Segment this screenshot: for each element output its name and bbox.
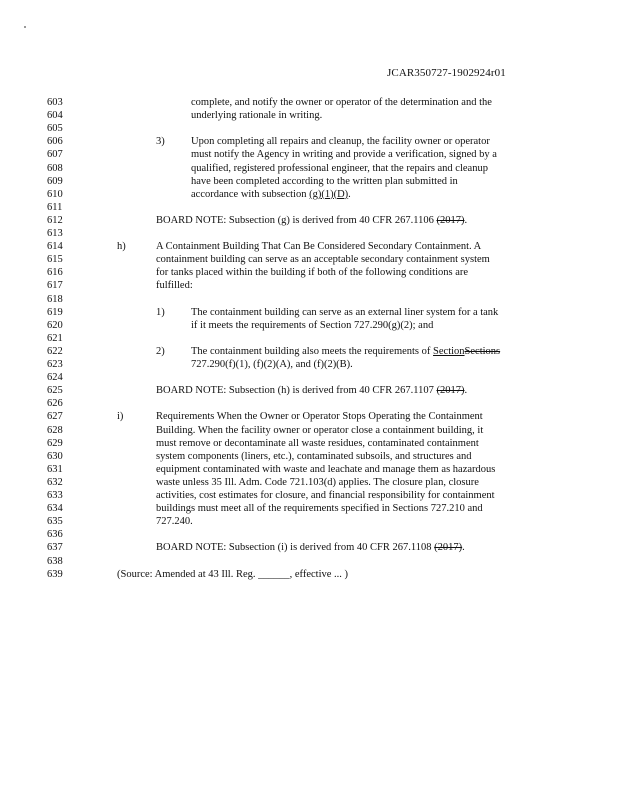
text-segment: BOARD NOTE: Subsection (g) is derived from 40 CFR 267.1106	[156, 214, 437, 226]
document-line	[0, 384, 618, 397]
text-segment: 727.240.	[156, 516, 193, 528]
document-line	[0, 175, 618, 188]
line-text	[191, 109, 322, 122]
line-number: 637	[47, 542, 63, 554]
line-number: 608	[47, 162, 63, 174]
document-line	[0, 555, 618, 568]
line-text	[156, 502, 483, 515]
line-text	[191, 96, 492, 109]
list-label: 2)	[156, 345, 165, 357]
document-line	[0, 437, 618, 450]
document-line	[0, 279, 618, 292]
document-line	[0, 515, 618, 528]
line-text	[191, 148, 497, 161]
text-segment: .	[462, 542, 465, 554]
text-segment: (Source: Amended at 43 Ill. Reg. ______, effective ... )	[117, 568, 349, 580]
line-text	[156, 410, 483, 423]
list-label: i)	[117, 411, 124, 423]
line-number: 638	[47, 555, 63, 567]
text-segment: .	[464, 385, 468, 397]
document-line	[0, 476, 618, 489]
line-text	[156, 515, 193, 528]
line-text	[191, 175, 458, 188]
inserted-text: (g)(1)(D)	[309, 188, 349, 200]
line-number: 624	[47, 372, 63, 384]
document-line	[0, 135, 618, 148]
text-segment: Upon completing all repairs and cleanup, the facility owner or operator	[191, 136, 490, 148]
line-text	[191, 306, 498, 319]
text-segment: qualified, registered professional engineer, that the repairs and cleanup	[191, 162, 488, 174]
line-text	[156, 489, 495, 502]
text-segment: A Containment Building That Can Be Considered Secondary Containment. A	[156, 241, 482, 253]
document-line	[0, 214, 618, 227]
document-line	[0, 528, 618, 541]
document-line	[0, 227, 618, 240]
text-segment: The containment building can serve as an external liner system for a tank	[191, 306, 499, 318]
line-text	[156, 253, 490, 266]
line-text	[156, 279, 193, 292]
text-segment: )(2); and	[396, 319, 434, 331]
line-text	[156, 476, 479, 489]
line-number: 616	[47, 267, 63, 279]
line-number: 625	[47, 385, 63, 397]
deleted-text: (2017)	[434, 542, 463, 554]
line-text	[156, 214, 467, 227]
line-number: 621	[47, 332, 63, 344]
document-id-header: JCAR350727-1902924r01	[387, 67, 506, 79]
document-line	[0, 96, 618, 109]
line-number: 628	[47, 424, 63, 436]
document-line	[0, 397, 618, 410]
line-number: 607	[47, 149, 63, 161]
line-number: 613	[47, 228, 63, 239]
line-number: 615	[47, 254, 63, 266]
line-number: 612	[47, 214, 63, 226]
line-text	[191, 319, 433, 332]
document-line	[0, 293, 618, 306]
scan-speck	[24, 26, 26, 28]
list-label: 3)	[156, 136, 165, 148]
document-line	[0, 450, 618, 463]
line-number: 639	[47, 568, 63, 580]
line-number: 603	[47, 97, 63, 108]
text-segment: containment building can serve as an acceptable secondary containment system	[156, 254, 490, 266]
line-text	[156, 384, 467, 397]
list-label: h)	[117, 241, 126, 253]
line-number: 635	[47, 516, 63, 528]
text-segment: 727.290(f)(1), (f)(2)(A), and (f)(2)(B).	[191, 359, 353, 370]
line-number: 606	[47, 136, 63, 148]
inserted-text: g	[391, 319, 397, 331]
line-text	[191, 135, 490, 148]
list-label: 1)	[156, 306, 165, 318]
line-number: 604	[47, 110, 63, 122]
document-line	[0, 371, 618, 384]
deleted-text: (2017)	[436, 385, 465, 397]
line-text	[191, 358, 353, 371]
document-line	[0, 188, 618, 201]
document-line	[0, 345, 618, 358]
document-line	[0, 306, 618, 319]
document-line	[0, 358, 618, 371]
text-segment: .	[464, 214, 468, 226]
text-segment: underlying rationale in writing.	[191, 110, 323, 122]
document-line	[0, 162, 618, 175]
text-segment: BOARD NOTE: Subsection (h) is derived from 40 CFR 267.1107	[156, 385, 437, 397]
document-line	[0, 201, 618, 214]
line-number: 609	[47, 175, 63, 187]
document-line	[0, 122, 618, 135]
text-segment: The containment building also meets the requirements of	[191, 345, 434, 357]
line-number: 630	[47, 450, 63, 462]
document-line	[0, 240, 618, 253]
line-number: 633	[47, 490, 63, 501]
text-segment: system components (liners, etc.), contaminated subsoils, and structures and	[156, 450, 472, 462]
line-number: 636	[47, 529, 63, 541]
line-number: 619	[47, 306, 63, 318]
document-line	[0, 319, 618, 332]
line-number: 629	[47, 437, 63, 449]
line-number: 631	[47, 463, 63, 475]
document-line	[0, 489, 618, 502]
text-segment: Requirements When the Owner or Operator Stops Operating the Containment	[156, 411, 483, 423]
line-text	[156, 424, 483, 437]
document-line	[0, 332, 618, 345]
document-line	[0, 109, 618, 122]
line-number: 634	[47, 503, 63, 515]
text-segment: activities, cost estimates for closure, and financial responsibility for containment	[156, 490, 495, 501]
line-text	[156, 437, 479, 450]
line-number: 623	[47, 359, 63, 370]
line-number: 611	[47, 201, 63, 213]
deleted-text: Sections	[464, 345, 501, 357]
document-line	[0, 502, 618, 515]
line-text	[156, 450, 472, 463]
document-line	[0, 463, 618, 476]
text-segment: must remove or decontaminate all waste residues, contaminated containment	[156, 437, 479, 449]
text-segment: .	[348, 188, 351, 200]
line-text	[117, 568, 348, 581]
text-segment: BOARD NOTE: Subsection (i) is derived from 40 CFR 267.1108	[156, 542, 435, 554]
document-line	[0, 568, 618, 581]
document-line	[0, 410, 618, 423]
line-text	[191, 188, 351, 201]
text-segment: Building. When the facility owner or operator close a containment building, it	[156, 424, 484, 436]
line-number: 620	[47, 319, 63, 331]
line-text	[156, 266, 468, 279]
line-number: 605	[47, 123, 63, 135]
inserted-text: Section	[433, 345, 465, 357]
document-line	[0, 266, 618, 279]
line-number: 632	[47, 476, 63, 488]
line-number: 610	[47, 188, 63, 200]
text-segment: have been completed according to the written plan submitted in	[191, 175, 458, 187]
line-number: 626	[47, 398, 63, 410]
line-text	[156, 541, 465, 554]
text-segment: waste unless 35 Ill. Adm. Code 721.103(d) applies. The closure plan, closure	[156, 476, 479, 488]
line-number: 617	[47, 280, 63, 292]
document-line	[0, 148, 618, 161]
document-line	[0, 253, 618, 266]
text-segment: complete, and notify the owner or operator of the determination and the	[191, 97, 492, 108]
text-segment: accordance with subsection	[191, 188, 310, 200]
text-segment: must notify the Agency in writing and provide a verification, signed by a	[191, 149, 497, 161]
line-text	[156, 240, 481, 253]
line-number: 627	[47, 411, 63, 423]
line-text	[191, 345, 500, 358]
line-text	[156, 463, 495, 476]
document-line	[0, 541, 618, 554]
deleted-text: (2017)	[436, 214, 465, 226]
line-number: 618	[47, 293, 63, 305]
text-segment: for tanks placed within the building if both of the following conditions are	[156, 267, 469, 279]
line-number: 622	[47, 345, 63, 357]
text-segment: buildings must meet all of the requirements specified in Sections 727.210 and	[156, 503, 483, 515]
line-text	[191, 162, 488, 175]
line-number: 614	[47, 241, 63, 253]
document-line	[0, 424, 618, 437]
text-segment: equipment contaminated with waste and leachate and manage them as hazardous	[156, 463, 496, 475]
text-segment: fulfilled:	[156, 280, 193, 292]
text-segment: if it meets the requirements of Section 727.290(	[191, 319, 392, 331]
